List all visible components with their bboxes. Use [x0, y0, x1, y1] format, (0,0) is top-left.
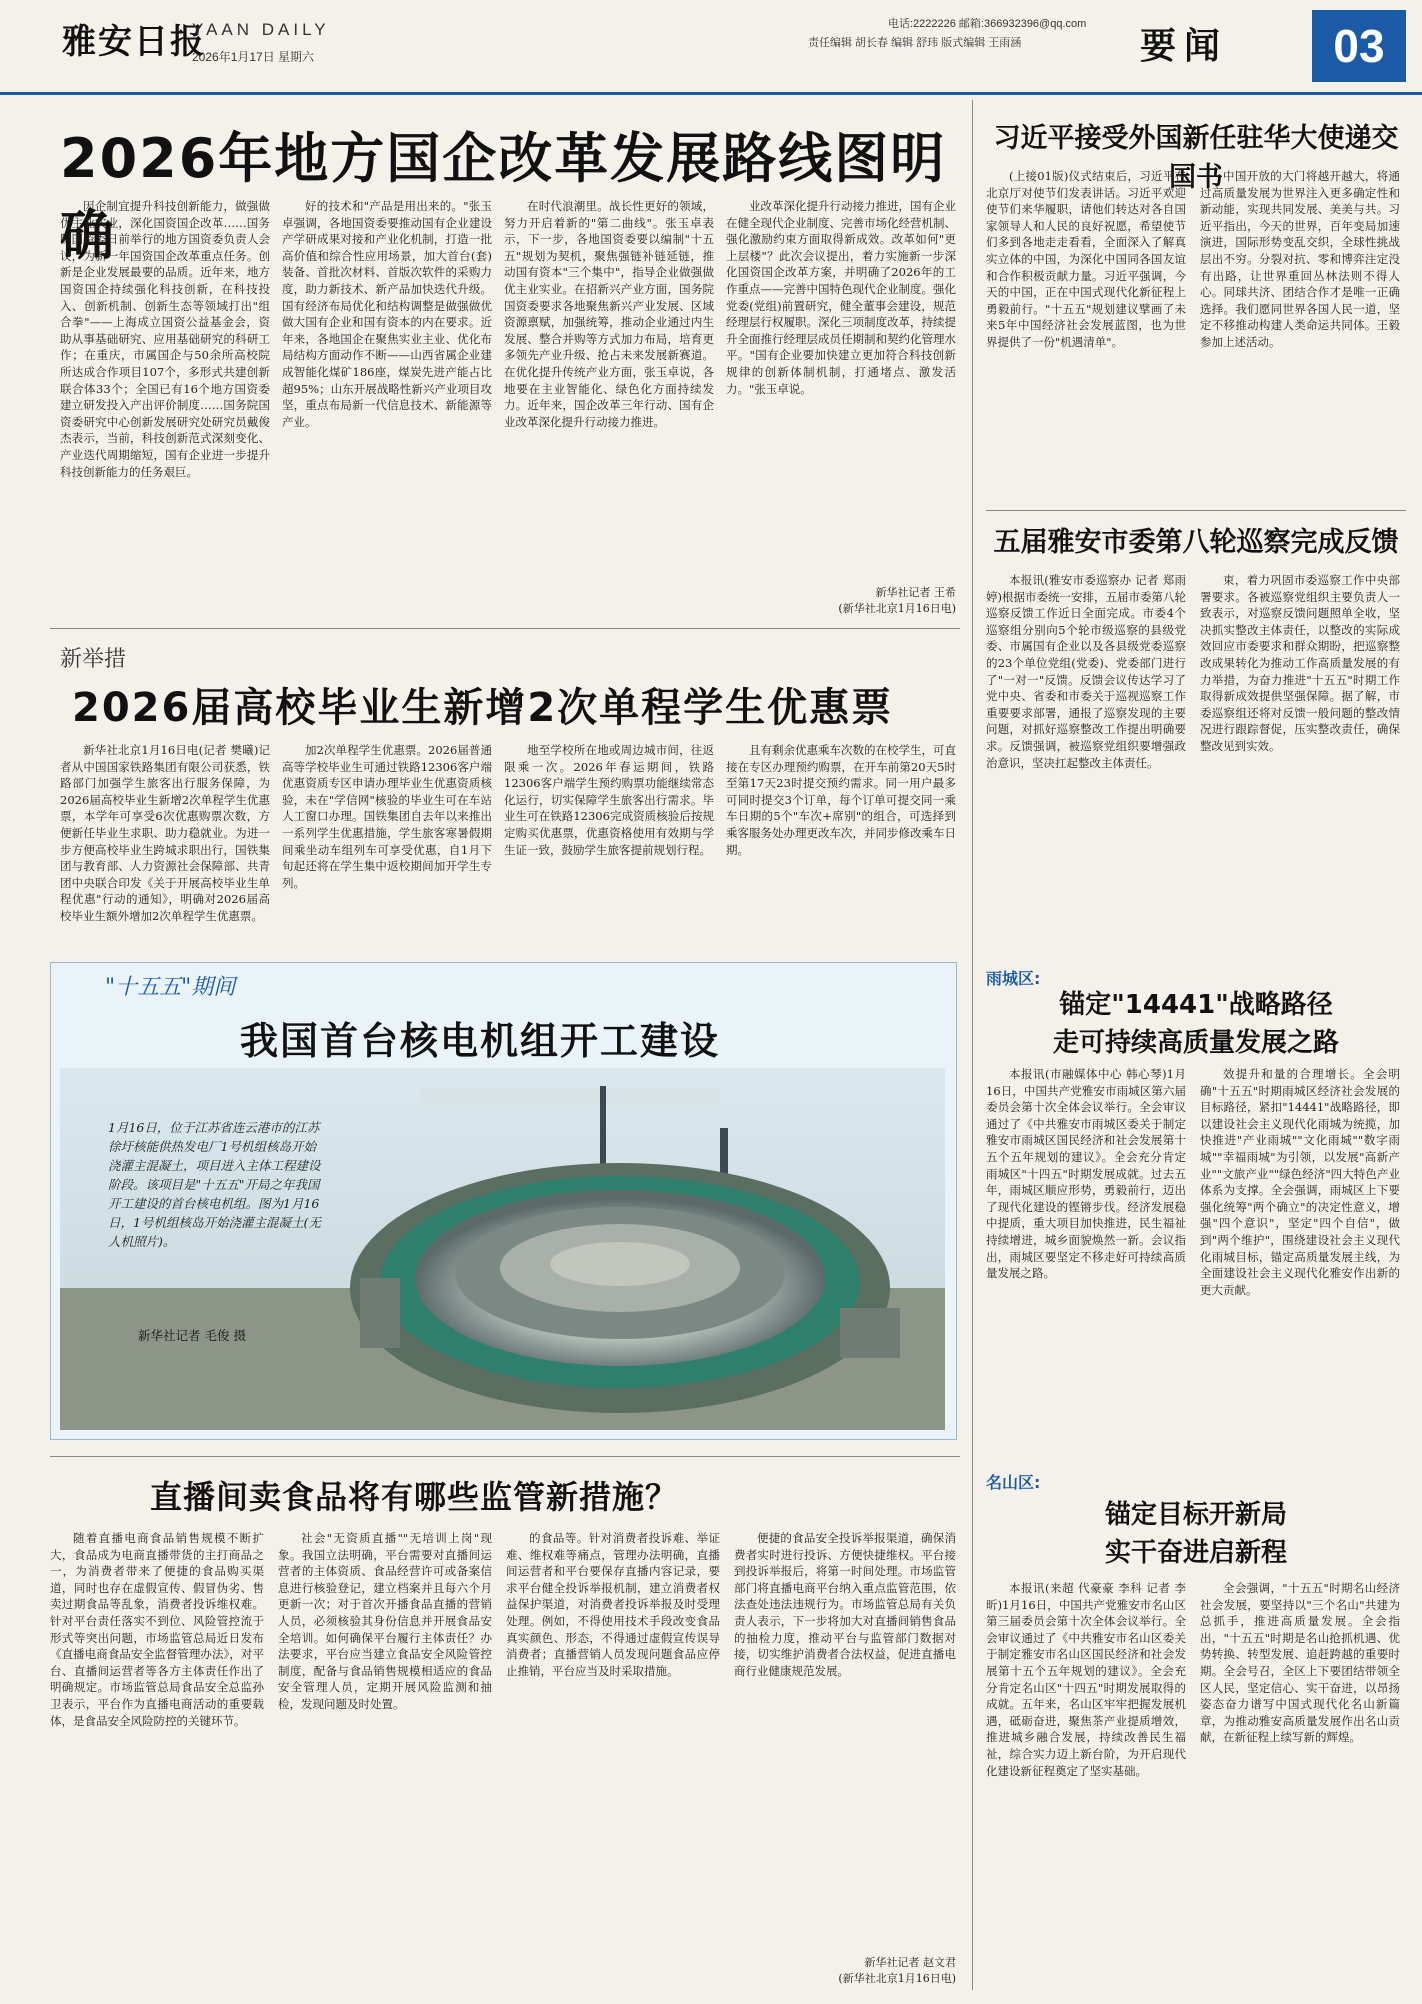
- column-divider: [972, 100, 973, 1990]
- students-column-4: [726, 742, 956, 952]
- mingshan-headline-line1: 锚定目标开新局: [1104, 1500, 1287, 1530]
- mingshan-column-1: [986, 1580, 1186, 1980]
- students-column-1: [60, 742, 270, 952]
- yucheng-column-1: [986, 1066, 1186, 1436]
- mingshan-headline: [986, 1496, 1406, 1572]
- students-text-4: 且有剩余优惠乘车次数的在校学生，可直接在专区办理预约购票，在开车前第20天5时至第17天23时提交预约需求。同一用户最多可同时提交3个订单，每个订单可提交同一乘车日期的5个"车次+席别"的组合，可选择到乘客服务处办理更改车次，并同步修改乘车日期。: [726, 743, 956, 857]
- yucheng-text-2: 效提升和量的合理增长。全会明确"十五五"时期雨城区经济社会发展的目标路径，紧扣"14441"战略路径，即以建设社会主义现代化雨城为统揽，加快推进"产业雨城""文化雨城""数字雨城""幸福雨城"为引领，以发展"高新产业""文旅产业""绿色经济"四大特色产业体系为支撑。全会强调，雨城区上下要强化统筹"两个确立"的决定性意义，增强"四个意识"，坚定"四个自信"，做到"两个维护"，围绕建设社会主义现代化雨城目标，锚定高质量发展主线，为全面建设社会主义现代化雅安作出新的更大贡献。: [1200, 1067, 1400, 1297]
- livestream-text-2: 社会"无资质直播""无培训上岗"现象。我国立法明确，平台需要对直播间运营者的主体资质、食品经营许可或备案信息进行核验登记，建立档案并且每六个月更新一次；对于首次开播食品直播的营销人员，必须核验其身份信息并开展食品安全培训。如何确保平台履行主体责任？办法要求，平台应当建立食品安全风险管控制度，配备与食品销售规模相适应的食品安全管理人员，定期开展风险监测和抽检，发现问题及时处置。: [278, 1531, 492, 1711]
- xi-text-2: 中国开放的大门将越开越大，将通过高质量发展为世界注入更多确定性和新动能，实现共同发展、美美与共。习近平指出，今天的世界，百年变局加速演进，国际形势变乱交织，全球性挑战层出不穷。分裂对抗、零和博弈注定没有出路，让世界重回丛林法则不得人心。同球共济、团结合作才是唯一正确选择。我们愿同世界各国人民一道，坚定不移推动构建人类命运共同体。王毅参加上述活动。: [1200, 169, 1400, 349]
- students-kicker: 新举措: [60, 647, 127, 672]
- yucheng-headline-line2: 走可持续高质量发展之路: [1052, 1028, 1339, 1058]
- livestream-column-2: [278, 1530, 492, 1990]
- xi-column-2: [1200, 168, 1400, 508]
- section-divider: [50, 1456, 960, 1457]
- soe-column-4: [726, 198, 956, 586]
- students-column-3: [504, 742, 714, 952]
- yucheng-headline-line1: 锚定"14441"战略路径: [1059, 990, 1333, 1020]
- xuncha-column-1: [986, 572, 1186, 952]
- livestream-text-3: 的食品等。针对消费者投诉难、举证难、维权难等痛点，管理办法明确，直播间运营者和平台要保存直播内容记录，要求平台健全投诉举报机制，建立消费者权益保护渠道，对消费者投诉举报及时受理处理。例如，不得使用技术手段改变食品真实颜色、形态，不得通过虚假宣传误导消费者；直播营销人员发现问题食品应停止推销，平台应当及时采取措施。: [506, 1531, 720, 1678]
- soe-headline: 2026年地方国企改革发展路线图明确: [60, 127, 947, 267]
- students-headline: 2026届高校毕业生新增2次单程学生优惠票: [72, 685, 894, 731]
- newspaper-logo: 雅安日报: [62, 22, 206, 62]
- nuclear-photo-credit: 新华社记者 毛俊 摄: [138, 1328, 246, 1343]
- xi-text-1: (上接01版)仪式结束后，习近平在北京厅对使节们发表讲话。习近平欢迎使节们来华履职，请他们转达对各自国家领导人和人民的良好祝愿，希望使节们多到各地走走看看，全面深入了解真实立体的中国，为深化中国同各国友谊和合作积极贡献力量。习近平强调，今天的中国，正在中国式现代化新征程上勇毅前行。"十五五"规划建议擘画了未来5年中国经济社会发展蓝图，也为世界提供了一份"机遇清单"。: [986, 169, 1186, 349]
- page-number: 03: [1312, 10, 1406, 82]
- mingshan-column-2: [1200, 1580, 1400, 1980]
- xuncha-text-2: 束，着力巩固市委巡察工作中央部署要求。各被巡察党组织主要负责人一致表示，对巡察反馈问题照单全收，坚决抓实整改主体责任，以整改的实际成效回应市委要求和群众期盼，把巡察整改成果转化为推动工作高质量发展的有力举措，为奋力推进"十五五"时期工作取得新成效提供坚强保障。据了解，市委巡察组还将对反馈一般问题的整改情况进行跟踪督促，压实整改责任，确保整改见到实效。: [1200, 573, 1400, 753]
- yucheng-text-1: 本报讯(市融媒体中心 韩心琴)1月16日，中国共产党雅安市雨城区第六届委员会第十次全体会议举行。全会审议通过了《中共雅安市雨城区委关于制定雅安市雨城区国民经济和社会发展第十五个五年规划的建议》。全会充分肯定雨城区"十四五"时期发展成就。过去五年，雨城区顺应形势，勇毅前行，迈出了现代化建设的铿锵步伐。经济发展稳中提质，重大项目加快推进，民生福祉持续增进，城乡面貌焕然一新。会议指出，雨城区要坚定不移走好可持续高质量发展之路。: [986, 1067, 1186, 1281]
- mingshan-text-1: 本报讯(来超 代豪豪 李科 记者 李昕)1月16日，中国共产党雅安市名山区第三届委员会第十次全体会议举行。全会审议通过了《中共雅安市名山区委关于制定雅安市名山区国民经济和社会发展第十五个五年规划的建议》。全会充分肯定名山区"十四五"时期发展取得的成就。五年来，名山区牢牢把握发展机遇，砥砺奋进，聚焦茶产业提质增效，推进城乡融合发展，持续改善民生福祉，综合实力迈上新台阶，为开启现代化建设新征程奠定了坚实基础。: [986, 1581, 1186, 1778]
- soe-text-1: 因企制宜提升科技创新能力，做强做优主业实业，深化国资国企改革……国务院国资委日前举行的地方国资委负责人会议，为新一年国资国企改革重点任务。创新是企业发展最要的品质。近年来，地方国资国企持续强化科技创新，在科技投入、创新机制、创新生态等领域打出"组合拳"——上海成立国资公益基金会，资助从事基础研究、应用基础研究的科研工作；在重庆，市属国企与50余所高校院所达成合作项目107个，多形式共建创新联合体33个；全国已有16个地方国资委建立研发投入产出评价制度……国务院国资委研究中心创新发展研究处研究员戴俊杰表示，当前，科技创新范式深刻变化、产业迭代周期缩短，国有企业进一步提升科技创新能力的任务艰巨。: [60, 199, 270, 479]
- livestream-column-1: [50, 1530, 264, 1990]
- soe-text-2: 好的技术和"产品是用出来的。"张玉卓强调，各地国资委要推动国有企业建设产学研成果对接和产业化机制，打造一批高价值和综合性应用场景，加大首台(套)装备、首批次材料、首版次软件的采购力度，助力新技术、新产品加快迭代升级。国有经济布局优化和结构调整是做强做优做大国有企业和国有资本的内在要求。近年来，各地国企在聚焦实业主业、优化布局结构方面动作不断——山西省属企业建成智能化煤矿186座，煤炭先进产能占比超95%；山东开展战略性新兴产业项目攻坚，重点布局新一代信息技术、新能源等产业。: [282, 199, 492, 429]
- brand-english: YAAN DAILY: [192, 20, 330, 39]
- nuclear-kicker: "十五五"期间: [105, 975, 236, 1000]
- section-divider: [50, 628, 960, 629]
- contact-line: 电话:2222226 邮箱:366932396@qq.com: [888, 18, 1087, 30]
- students-text-2: 加2次单程学生优惠票。2026届普通高等学校毕业生可通过铁路12306客户端优惠资质专区申请办理毕业生优惠资质核验，未在"学信网"核验的毕业生可在车站人工窗口办理。国铁集团自去年以来推出一系列学生优惠措施，学生旅客寒暑假期间乘坐动车组列车可享受优惠，自1月下旬起还将在学生集中返校期间加开学生专列。: [282, 743, 492, 890]
- issue-date: 2026年1月17日 星期六: [192, 50, 315, 64]
- xi-column-1: [986, 168, 1186, 508]
- students-text-1: 新华社北京1月16日电(记者 樊曦)记者从中国国家铁路集团有限公司获悉，铁路部门加强学生旅客出行服务保障，为2026届高校毕业生新增2次单程学生优惠票，本学年可享受6次优惠购票次数，方便新任毕业生求职、助力稳就业。为进一步方便高校毕业生跨城求职出行，国铁集团与教育部、人力资源社会保障部、共青团中央联合印发《关于开展高校毕业生单程优惠"行动的通知》，明确对2026届高校毕业生额外增加2次单程学生优惠票。: [60, 743, 270, 923]
- xuncha-column-2: [1200, 572, 1400, 952]
- yucheng-headline: [986, 986, 1406, 1062]
- mingshan-headline-line2: 实干奋进启新程: [1104, 1538, 1287, 1568]
- soe-text-4: 业改革深化提升行动接力推进，国有企业在健全现代企业制度、完善市场化经营机制、强化激励约束方面取得新成效。改革如何"更上层楼"？此次会议提出，着力实施新一步深化国资国企改革方案，并明确了2026年的工作重点——完善中国特色现代企业制度。强化党委(党组)前置研究，健全董事会建设，规范经理层行权履职。深化三项制度改革，持续提升全面推行经理层成员任期制和契约化管理水平。"国有企业要加快建立更加符合科技创新规律的创新体制机制，打通堵点、激发活力。"张玉卓说。: [726, 199, 956, 396]
- xuncha-headline: 五届雅安市委第八轮巡察完成反馈: [993, 527, 1399, 558]
- soe-column-2: [282, 198, 492, 618]
- mingshan-district-label: 名山区:: [986, 1473, 1041, 1492]
- soe-column-1: [60, 198, 270, 618]
- students-text-3: 地至学校所在地或周边城市间，往返限乘一次。2026年春运期间，铁路12306客户端学生预约购票功能继续常态化运行，切实保障学生旅客出行需求。毕业生可在铁路12306完成资质核验后按规定购买优惠票，优惠资格使用有效期与学生证一致，鼓励学生旅客提前规划行程。: [504, 743, 714, 857]
- section-divider: [986, 510, 1406, 511]
- livestream-column-3: [506, 1530, 720, 1990]
- livestream-text-4: 便捷的食品安全投诉举报渠道，确保消费者实时进行投诉、方便快捷维权。平台接到投诉举报后，将第一时间处理。市场监管部门将直播电商平台纳入重点监管范围，依法查处违法违规行为。市场监管总局有关负责人表示，下一步将加大对直播间销售食品的抽检力度，推动平台与监管部门数据对接，切实维护消费者合法权益，促进直播电商行业健康规范发展。: [734, 1531, 956, 1678]
- students-column-2: [282, 742, 492, 952]
- masthead: [0, 0, 1422, 98]
- xi-headline: 习近平接受外国新任驻华大使递交国书: [993, 123, 1399, 193]
- livestream-column-4: [734, 1530, 956, 1950]
- soe-byline: 新华社记者 王希 (新华社北京1月16日电): [838, 586, 956, 615]
- soe-column-3: [504, 198, 714, 618]
- masthead-rule: [0, 92, 1422, 95]
- mingshan-text-2: 全会强调，"十五五"时期名山经济社会发展，要坚持以"三个名山"共建为总抓手，推进高质量发展。全会指出，"十五五"时期是名山抢抓机遇、优势转换、转型发展、追赶跨越的重要时期。全会号召，全区上下要团结带领全区人民，坚定信心、实干奋进，以昂扬姿态奋力谱写中国式现代化名山新篇章，为推动雅安高质量发展作出名山贡献，在新征程上续写新的辉煌。: [1200, 1581, 1400, 1745]
- nuclear-headline: 我国首台核电机组开工建设: [240, 1019, 721, 1063]
- livestream-text-1: 随着直播电商食品销售规模不断扩大，食品成为电商直播带货的主打商品之一，为消费者带来了便捷的食品购买渠道，同时也存在虚假宣传、假冒伪劣、售卖过期食品等乱象，消费者投诉维权难。针对平台责任落实不到位、风险管控流于形式等突出问题，市场监管总局近日发布《直播电商食品安全监督管理办法》，对平台、直播间运营者等各方主体责任作出了明确规定。市场监管总局食品安全总监孙卫表示，平台作为直播电商活动的重要载体，是食品安全风险防控的关键环节。: [50, 1531, 264, 1728]
- nuclear-caption: 1月16日，位于江苏省连云港市的江苏徐圩核能供热发电厂1号机组核岛开始浇灌主混凝土，项目进入主体工程建设阶段。该项目是"十五五"开局之年我国开工建设的首台核电机组。图为1月16日，1号机组核岛开始浇灌主混凝土(无人机照片)。: [108, 1120, 321, 1249]
- yucheng-district-label: 雨城区:: [986, 969, 1041, 988]
- livestream-headline: 直播间卖食品将有哪些监管新措施？: [150, 1478, 679, 1516]
- livestream-byline: 新华社记者 赵文君 (新华社北京1月16日电): [838, 1956, 956, 1985]
- editors-line: 责任编辑 胡长春 编辑 舒玮 版式编辑 王雨涵: [808, 37, 1022, 49]
- yucheng-column-2: [1200, 1066, 1400, 1436]
- soe-text-3: 在时代浪潮里。战长性更好的领域，努力开启着新的"第二曲线"。张玉卓表示，下一步，各地国资委要以编制"十五五"规划为契机，聚焦强链补链延链，推动国有资本"三个集中"，指导企业做强做优主业实业。在招新兴产业方面，国务院国资委要求各地聚焦新兴产业发展、区域资源禀赋，加强统筹，推动企业通过内生发展、整合并购等方式加力布局，培育更多领先产业升级、抢占未来发展新赛道。在优化提升传统产业方面，张玉卓说，各地要在主业智能化、绿色化方面持续发力。近年来，国企改革三年行动、国有企业改革深化提升行动接力推进。: [504, 199, 714, 429]
- xuncha-text-1: 本报讯(雅安市委巡察办 记者 郑雨婷)根据市委统一安排，五届市委第八轮巡察反馈工作近日全面完成。市委4个巡察组分别向5个轮市级巡察的县级党委、市属国有企业以及各县级党委巡察的23个单位党组(党委)、党委部门进行了"一对一"反馈。反馈会议传达学习了党中央、省委和市委关于巡视巡察工作重要要求部署，通报了巡察发现的主要问题，对抓好巡察整改工作提出明确要求。反馈强调，被巡察党组织要增强政治意识，坚决扛起整改主体责任。: [986, 573, 1186, 770]
- section-title: 要闻: [1140, 26, 1229, 67]
